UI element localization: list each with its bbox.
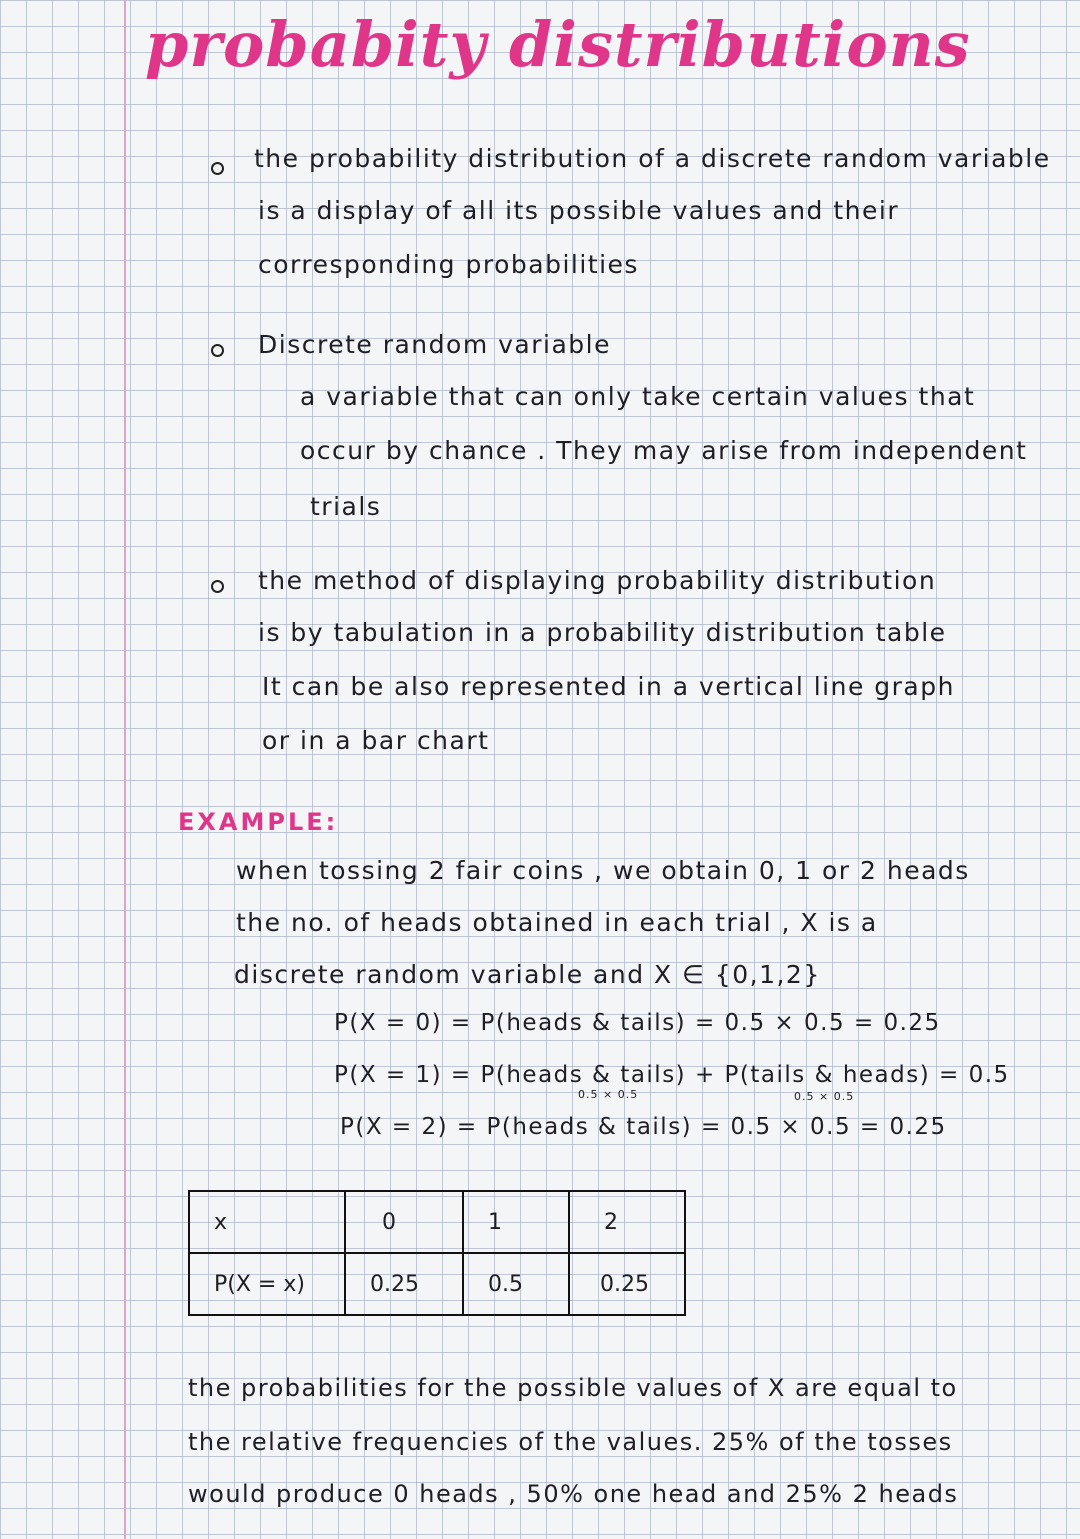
table-header-cell: x xyxy=(189,1191,345,1253)
text-line: trials xyxy=(310,492,382,521)
table-header-cell: 2 xyxy=(569,1191,685,1253)
text-line: the no. of heads obtained in each trial , X is a xyxy=(236,908,878,937)
text-line: the probabilities for the possible values of X are equal to xyxy=(188,1374,958,1402)
table-header-cell: 1 xyxy=(463,1191,569,1253)
table-row xyxy=(189,1191,685,1253)
margin-line xyxy=(124,0,126,1539)
text-line: occur by chance . They may arise from independent xyxy=(300,436,1028,465)
bullet-marker xyxy=(211,580,224,593)
text-line: the probability distribution of a discrete random variable xyxy=(254,144,1051,173)
table-cell: 0.25 xyxy=(345,1253,463,1315)
text-line: would produce 0 heads , 50% one head and 25% 2 heads xyxy=(188,1480,959,1508)
text-line: the relative frequencies of the values. 25% of the tosses xyxy=(188,1428,953,1456)
table-cell: P(X = x) xyxy=(189,1253,345,1315)
text-line: It can be also represented in a vertical line graph xyxy=(262,672,955,701)
text-line: the method of displaying probability distribution xyxy=(258,566,937,595)
text-line: a variable that can only take certain values that xyxy=(300,382,976,411)
definition-heading: Discrete random variable xyxy=(258,330,611,359)
table-cell: 0.5 xyxy=(463,1253,569,1315)
table-cell: 0.25 xyxy=(569,1253,685,1315)
equation: P(X = 0) = P(heads & tails) = 0.5 × 0.5 = 0.25 xyxy=(334,1010,941,1036)
text-line: is by tabulation in a probability distribution table xyxy=(258,618,947,647)
text-line: corresponding probabilities xyxy=(258,250,639,279)
page-title: probabity distributions xyxy=(145,8,971,81)
example-label: EXAMPLE: xyxy=(178,808,339,836)
probability-table xyxy=(188,1190,686,1316)
equation: P(X = 2) = P(heads & tails) = 0.5 × 0.5 = 0.25 xyxy=(340,1114,947,1140)
text-line: discrete random variable and X ∈ {0,1,2} xyxy=(234,960,821,989)
equation: P(X = 1) = P(heads & tails) + P(tails & heads) = 0.5 xyxy=(334,1062,1010,1088)
equation-subnote: 0.5 × 0.5 xyxy=(794,1090,855,1103)
bullet-marker xyxy=(211,344,224,357)
table-header-cell: 0 xyxy=(345,1191,463,1253)
table-row xyxy=(189,1253,685,1315)
bullet-marker xyxy=(211,162,224,175)
text-line: is a display of all its possible values and their xyxy=(258,196,900,225)
text-line: or in a bar chart xyxy=(262,726,490,755)
equation-subnote: 0.5 × 0.5 xyxy=(578,1088,639,1101)
text-line: when tossing 2 fair coins , we obtain 0, 1 or 2 heads xyxy=(236,856,970,885)
